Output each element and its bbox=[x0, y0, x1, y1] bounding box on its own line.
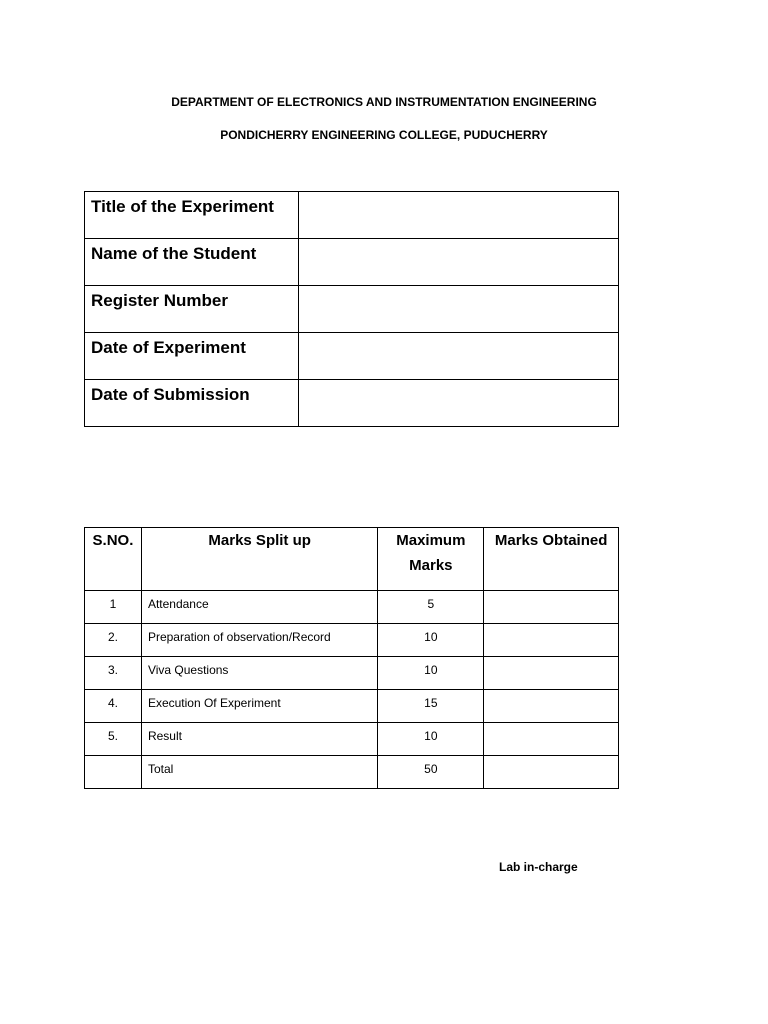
row-max: 10 bbox=[378, 624, 484, 657]
row-obtained-field[interactable] bbox=[484, 723, 619, 756]
lab-incharge-label: Lab in-charge bbox=[499, 860, 578, 874]
marks-table bbox=[84, 527, 619, 789]
row-sno: 5. bbox=[85, 723, 142, 756]
row-item: Total bbox=[141, 756, 377, 789]
info-value-field[interactable] bbox=[299, 333, 619, 380]
department-heading: DEPARTMENT OF ELECTRONICS AND INSTRUMENTATION ENGINEERING bbox=[171, 95, 597, 109]
row-item: Viva Questions bbox=[141, 657, 377, 690]
info-label: Name of the Student bbox=[85, 239, 299, 286]
row-obtained-field[interactable] bbox=[484, 624, 619, 657]
info-value-field[interactable] bbox=[299, 192, 619, 239]
college-heading: PONDICHERRY ENGINEERING COLLEGE, PUDUCHERRY bbox=[220, 128, 548, 142]
table-row bbox=[85, 624, 619, 657]
header-maximum-marks: Maximum Marks bbox=[378, 528, 484, 591]
row-sno: 2. bbox=[85, 624, 142, 657]
header-marks-split: Marks Split up bbox=[141, 528, 377, 591]
row-sno bbox=[85, 756, 142, 789]
info-value-field[interactable] bbox=[299, 380, 619, 427]
row-obtained-field[interactable] bbox=[484, 591, 619, 624]
row-sno: 3. bbox=[85, 657, 142, 690]
info-label: Register Number bbox=[85, 286, 299, 333]
row-max: 50 bbox=[378, 756, 484, 789]
row-obtained-field[interactable] bbox=[484, 657, 619, 690]
row-max: 15 bbox=[378, 690, 484, 723]
info-value-field[interactable] bbox=[299, 239, 619, 286]
table-row bbox=[85, 591, 619, 624]
row-item: Attendance bbox=[141, 591, 377, 624]
info-label: Date of Experiment bbox=[85, 333, 299, 380]
header-sno: S.NO. bbox=[85, 528, 142, 591]
row-sno: 4. bbox=[85, 690, 142, 723]
info-row-date-experiment bbox=[85, 333, 619, 380]
row-obtained-field[interactable] bbox=[484, 756, 619, 789]
row-item: Result bbox=[141, 723, 377, 756]
table-row bbox=[85, 657, 619, 690]
marks-header-row bbox=[85, 528, 619, 591]
info-label: Title of the Experiment bbox=[85, 192, 299, 239]
info-label: Date of Submission bbox=[85, 380, 299, 427]
row-sno: 1 bbox=[85, 591, 142, 624]
table-row bbox=[85, 723, 619, 756]
row-obtained-field[interactable] bbox=[484, 690, 619, 723]
info-row-register-number bbox=[85, 286, 619, 333]
info-row-student-name bbox=[85, 239, 619, 286]
student-info-table bbox=[84, 191, 619, 427]
header-marks-obtained: Marks Obtained bbox=[484, 528, 619, 591]
row-item: Preparation of observation/Record bbox=[141, 624, 377, 657]
row-max: 10 bbox=[378, 723, 484, 756]
info-row-title bbox=[85, 192, 619, 239]
info-row-date-submission bbox=[85, 380, 619, 427]
row-max: 10 bbox=[378, 657, 484, 690]
info-value-field[interactable] bbox=[299, 286, 619, 333]
table-row bbox=[85, 690, 619, 723]
table-row-total bbox=[85, 756, 619, 789]
row-item: Execution Of Experiment bbox=[141, 690, 377, 723]
row-max: 5 bbox=[378, 591, 484, 624]
